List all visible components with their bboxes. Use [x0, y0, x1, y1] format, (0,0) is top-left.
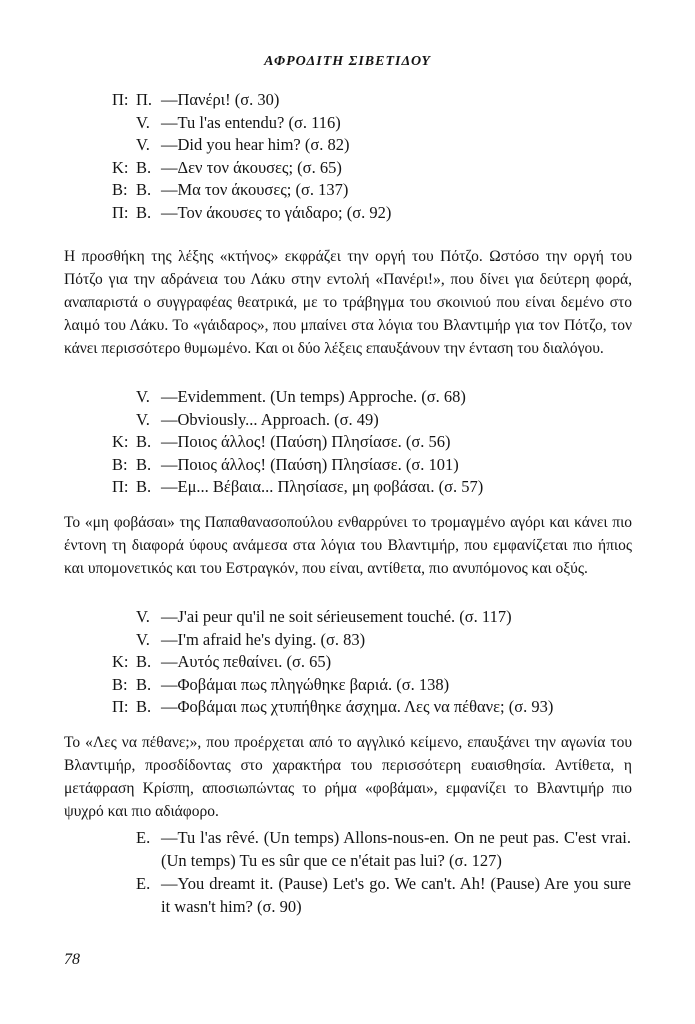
quote-text: —You dreamt it. (Pause) Let's go. We can't. Ah! (Pause) Are you sure it wasn't him? (σ. 90) — [161, 874, 631, 916]
page-number: 78 — [64, 951, 80, 968]
commentary-paragraph-3: Το «Λες να πέθανε;», που προέρχεται από το αγγλικό κείμενο, επαυξάνει την αγωνία του Βλαντιμήρ, προσδίδοντας στο χαρακτήρα του περισσότερη ευαισθησία. Αντίθετα, η μετάφραση Κρίσπη, αποσιωπώντας το ρήμα «φοβάμαι», εμφανίζει το Βλαντιμήρ πιο ψυχρό και πιο αδιάφορο. — [64, 734, 632, 820]
speaker-label: V. — [136, 607, 150, 626]
commentary-paragraph-1: Η προσθήκη της λέξης «κτήνος» εκφράζει την οργή του Πότζο. Ωστόσο την οργή του Πότζο για την αδράνεια του Λάκυ στην εντολή «Πανέρι!», που δίνει για δεύτερη φορά, αναπαριστά ο συγγραφέας θεατρικά, με το τράβηγμα του σκοινιού που είναι δεμένο στο λαιμό του Λάκυ. Το «γάιδαρος», που μπαίνει στα λόγια του Βλαντιμήρ για τον Πότζο, τον κάνει περισσότερο θυμωμένο. Και οι δύο λέξεις επαυξάνουν την ένταση του διαλόγου. — [64, 248, 632, 357]
quote-line — [136, 872, 636, 918]
quote-text: —Φοβάμαι πως πληγώθηκε βαριά. (σ. 138) — [161, 674, 450, 694]
dialogue-block-1 — [0, 89, 695, 225]
speaker-label: Β. — [136, 432, 152, 452]
quote-text: —Αυτός πεθαίνει. (σ. 65) — [161, 652, 332, 672]
quote-text: —Tu l'as rêvé. (Un temps) Allons-nous-en. On ne peut pas. C'est vrai. (Un temps) Tu es sûr que ce n'était pas lui? (σ. 127) — [161, 828, 631, 870]
speaker-label: Β. — [136, 454, 152, 474]
dialogue-block-4 — [136, 826, 636, 918]
translator-label: Κ: — [112, 432, 129, 452]
quote-text: —I'm afraid he's dying. (σ. 83) — [161, 629, 366, 649]
translator-label: Κ: — [112, 652, 129, 672]
quote-text: —Τον άκουσες το γάιδαρο; (σ. 92) — [161, 202, 392, 222]
quote-text: —Μα τον άκουσες; (σ. 137) — [161, 180, 349, 200]
speaker-label: Β. — [136, 157, 152, 177]
quote-line — [0, 674, 695, 697]
quote-line — [0, 386, 695, 409]
quote-text: —Tu l'as entendu? (σ. 116) — [161, 112, 341, 132]
translator-label: Π: — [112, 202, 129, 222]
speaker-label: V. — [136, 409, 150, 429]
quote-line — [0, 629, 695, 652]
dialogue-block-2 — [0, 386, 695, 499]
speaker-label: Ε. — [136, 874, 151, 893]
translator-label: Π: — [112, 477, 129, 497]
quote-line — [0, 696, 695, 719]
speaker-label: Β. — [136, 180, 152, 200]
quote-line — [0, 409, 695, 432]
translator-label: Π: — [112, 90, 129, 109]
quote-line — [0, 431, 695, 454]
quote-text: —Evidemment. (Un temps) Approche. (σ. 68) — [161, 387, 466, 406]
quote-text: —Πανέρι! (σ. 30) — [161, 90, 280, 109]
translator-label: Β: — [112, 674, 128, 694]
translator-label — [112, 629, 136, 652]
quote-line — [136, 826, 636, 872]
quote-line — [0, 179, 695, 202]
running-header: ΑΦΡΟΔΙΤΗ ΣΙΒΕΤΙΔΟΥ — [264, 54, 431, 69]
speaker-label: V. — [136, 387, 150, 406]
quote-line — [0, 202, 695, 225]
translator-label: Π: — [112, 697, 129, 717]
speaker-label: Β. — [136, 652, 152, 672]
quote-text: —Δεν τον άκουσες; (σ. 65) — [161, 157, 342, 177]
quote-text: —Did you hear him? (σ. 82) — [161, 135, 350, 155]
quote-line — [0, 157, 695, 180]
speaker-label: Β. — [136, 697, 152, 717]
quote-line — [0, 454, 695, 477]
quote-line — [0, 651, 695, 674]
quote-text: —Εμ... Βέβαια... Πλησίασε, μη φοβάσαι. (σ. 57) — [161, 477, 484, 497]
translator-label — [112, 134, 136, 157]
translator-label: Κ: — [112, 157, 129, 177]
quote-line — [0, 476, 695, 499]
translator-label: Β: — [112, 180, 128, 200]
translator-label — [112, 409, 136, 432]
speaker-label: V. — [136, 112, 150, 132]
quote-line — [0, 112, 695, 135]
quote-text: —Φοβάμαι πως χτυπήθηκε άσχημα. Λες να πέθανε; (σ. 93) — [161, 697, 554, 717]
translator-label — [112, 606, 136, 629]
speaker-label: Π. — [136, 90, 153, 109]
quote-line — [0, 134, 695, 157]
quote-line — [0, 606, 695, 629]
speaker-label: Ε. — [136, 828, 151, 847]
quote-text: —Ποιος άλλος! (Παύση) Πλησίασε. (σ. 101) — [161, 454, 459, 474]
speaker-label: Β. — [136, 477, 152, 497]
quote-text: —Ποιος άλλος! (Παύση) Πλησίασε. (σ. 56) — [161, 432, 451, 452]
quote-text: —Obviously... Approach. (σ. 49) — [161, 409, 379, 429]
commentary-paragraph-2: Το «μη φοβάσαι» της Παπαθανασοπούλου ενθαρρύνει το τρομαγμένο αγόρι και κάνει πιο έντονη τη διαφορά ύφους ανάμεσα στα λόγια του Βλαντιμήρ, που εμφανίζεται πιο ήπιος και υπομονετικός και του Εστραγκόν, που είναι, αντίθετα, πιο ανυπόμονος και οξύς. — [64, 514, 632, 577]
speaker-label: V. — [136, 135, 150, 155]
dialogue-block-3 — [0, 606, 695, 719]
translator-label — [112, 112, 136, 135]
translator-label: Β: — [112, 454, 128, 474]
translator-label — [112, 386, 136, 409]
speaker-label: V. — [136, 629, 150, 649]
quote-text: —J'ai peur qu'il ne soit sérieusement touché. (σ. 117) — [161, 607, 512, 626]
quote-line — [0, 89, 695, 112]
speaker-label: Β. — [136, 674, 152, 694]
speaker-label: Β. — [136, 202, 152, 222]
